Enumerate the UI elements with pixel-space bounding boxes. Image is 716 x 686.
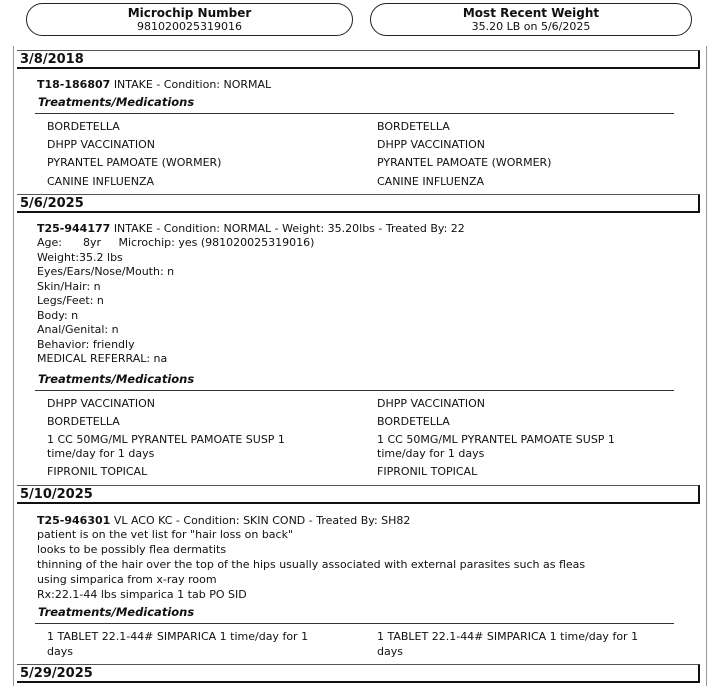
- microchip-value: 981020025319016: [137, 20, 242, 33]
- visit-date-header: 3/8/2018: [17, 50, 700, 69]
- medication-item: days: [47, 645, 73, 658]
- visit-note-line: Behavior: friendly: [37, 337, 135, 351]
- medication-item: BORDETELLA: [47, 415, 120, 428]
- visit-note-line: patient is on the vet list for "hair loss on back": [37, 528, 294, 541]
- visit-note-line: Skin/Hair: n: [37, 279, 101, 293]
- medication-item: DHPP VACCINATION: [47, 138, 156, 151]
- visit-note-line: Anal/Genital: n: [37, 323, 119, 336]
- visit-note-line: Body: n: [37, 308, 79, 322]
- treatments-heading: Treatments/Medications: [38, 605, 195, 619]
- visit-note-line: Weight:35.2 lbs: [37, 250, 123, 264]
- medication-item: PYRANTEL PAMOATE (WORMER): [377, 156, 552, 169]
- visit-note-line: [37, 236, 314, 251]
- visit-date-header: 5/6/2025: [17, 194, 700, 213]
- visit-note-text: Age: 8yr Microchip: yes (981020025319016): [37, 236, 315, 249]
- visit-description: INTAKE - Condition: NORMAL: [113, 78, 272, 91]
- visit-note-line: looks to be possibly flea dermatits: [37, 543, 227, 556]
- medication-item: CANINE INFLUENZA: [47, 175, 155, 188]
- visit-code: T18-186807: [37, 78, 111, 91]
- treatments-heading: Treatments/Medications: [38, 372, 195, 386]
- medication-item: DHPP VACCINATION: [377, 138, 486, 151]
- visit-description: INTAKE - Condition: NORMAL - Weight: 35.20lbs - Treated By: 22: [113, 222, 465, 235]
- visit-summary: [37, 514, 410, 527]
- visit-note-line: using simparica from x-ray room: [37, 573, 217, 586]
- medication-item: BORDETELLA: [47, 120, 120, 133]
- medication-item: FIPRONIL TOPICAL: [47, 465, 148, 478]
- medication-item: BORDETELLA: [377, 120, 450, 133]
- visit-summary: [37, 78, 271, 91]
- recent-weight-value: 35.20 LB on 5/6/2025: [471, 20, 591, 33]
- page-border-right: [706, 46, 707, 686]
- visit-description: VL ACO KC - Condition: SKIN COND - Treated By: SH82: [113, 514, 411, 527]
- recent-weight-label: Most Recent Weight: [462, 6, 600, 20]
- visit-note-line: Rx:22.1-44 lbs simparica 1 tab PO SID: [37, 588, 247, 601]
- visit-code: T25-946301: [37, 514, 111, 527]
- visit-summary: [37, 222, 465, 235]
- microchip-box: [26, 3, 353, 36]
- medication-item: 1 TABLET 22.1-44# SIMPARICA 1 time/day for 1: [377, 630, 639, 643]
- medication-item: 1 CC 50MG/ML PYRANTEL PAMOATE SUSP 1: [377, 433, 615, 446]
- medication-item: time/day for 1 days: [377, 447, 485, 460]
- page-border-left: [13, 46, 14, 686]
- medication-item: CANINE INFLUENZA: [377, 175, 485, 188]
- medication-item: 1 TABLET 22.1-44# SIMPARICA 1 time/day for 1: [47, 630, 309, 643]
- treatments-divider: [35, 113, 674, 114]
- recent-weight-box: [370, 3, 692, 36]
- visit-note-line: thinning of the hair over the top of the hips usually associated with external parasites such as fleas: [37, 558, 586, 571]
- medication-item: 1 CC 50MG/ML PYRANTEL PAMOATE SUSP 1: [47, 433, 285, 446]
- visit-code: T25-944177: [37, 222, 111, 235]
- treatments-heading: Treatments/Medications: [38, 95, 195, 109]
- medication-item: PYRANTEL PAMOATE (WORMER): [47, 156, 222, 169]
- medication-item: days: [377, 645, 403, 658]
- medication-item: DHPP VACCINATION: [377, 397, 486, 410]
- treatments-divider: [35, 390, 674, 391]
- visit-note-line: Legs/Feet: n: [37, 294, 104, 307]
- visit-date-header: 5/29/2025: [17, 664, 700, 683]
- medication-item: FIPRONIL TOPICAL: [377, 465, 478, 478]
- visit-note-line: Eyes/Ears/Nose/Mouth: n: [37, 265, 175, 278]
- medication-item: time/day for 1 days: [47, 447, 155, 460]
- visit-note-line: MEDICAL REFERRAL: na: [37, 352, 168, 365]
- medication-item: BORDETELLA: [377, 415, 450, 428]
- medication-item: DHPP VACCINATION: [47, 397, 156, 410]
- visit-date-header: 5/10/2025: [17, 485, 700, 504]
- microchip-label: Microchip Number: [127, 6, 252, 20]
- treatments-divider: [35, 623, 674, 624]
